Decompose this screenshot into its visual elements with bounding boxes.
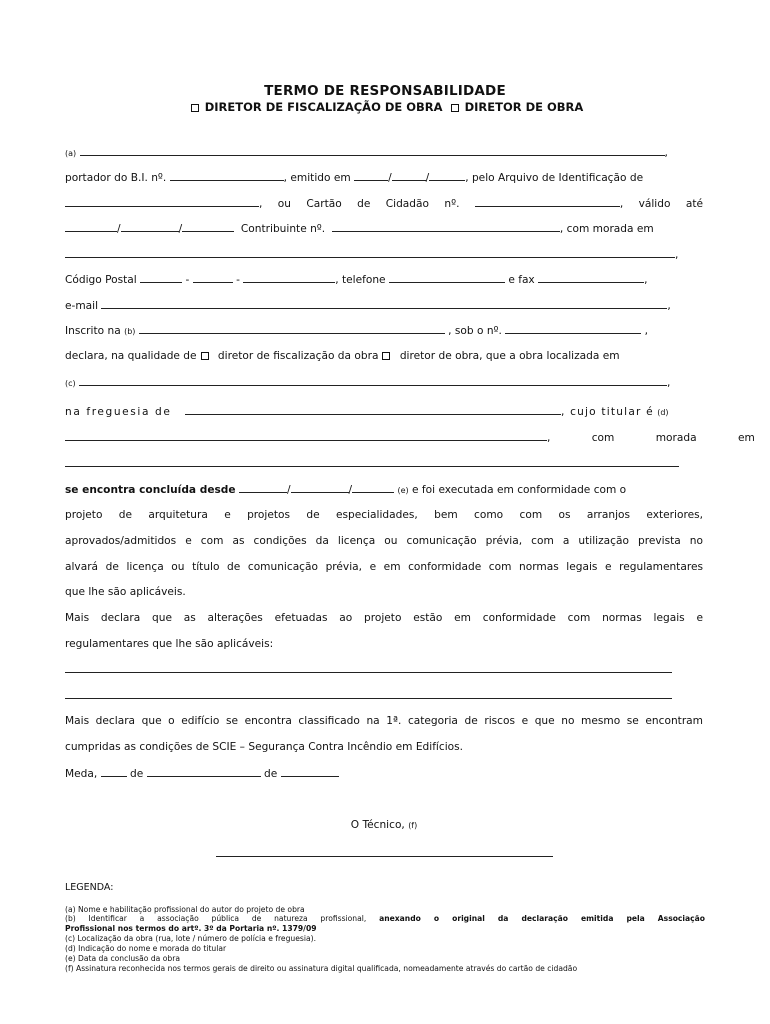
bi-number-field[interactable]	[170, 170, 284, 181]
line-email	[65, 298, 703, 313]
changes-field-1[interactable]	[65, 662, 672, 673]
issued-label: , emitido em	[283, 172, 351, 184]
member-number-field[interactable]	[505, 323, 641, 334]
paragraph-line: que lhe são aplicáveis.	[65, 586, 186, 598]
paragraph-line: projeto de arquitetura e projetos de especialidades, bem como com os arranjos exteriores,	[65, 509, 703, 521]
ref-e: (e)	[397, 486, 409, 495]
completion-day-field[interactable]	[239, 482, 287, 493]
owner-field[interactable]	[65, 430, 547, 441]
author-field[interactable]	[80, 145, 665, 156]
paragraph-line: Mais declara que o edifício se encontra classificado na 1ª. categoria de riscos e que no mesmo se encontram	[65, 715, 703, 727]
changes-field-2[interactable]	[65, 688, 672, 699]
fax-label: e fax	[508, 274, 535, 286]
comma: ,	[644, 274, 648, 286]
cc-label: , ou Cartão de Cidadão nº.	[259, 198, 460, 210]
fiscalizacao-inline-label: diretor de fiscalização da obra	[217, 350, 379, 362]
valid-month-field[interactable]	[121, 221, 179, 232]
line-location	[65, 375, 703, 391]
locality-field[interactable]	[243, 272, 335, 283]
line-address	[65, 247, 703, 262]
completion-year-field[interactable]	[352, 482, 394, 493]
line-bi	[65, 170, 703, 185]
signer-label: O Técnico,	[350, 819, 405, 831]
ref-f: (f)	[408, 821, 418, 830]
line-cc	[65, 196, 703, 211]
archive-label: , pelo Arquivo de Identificação de	[465, 172, 644, 184]
ref-a: (a)	[65, 149, 77, 158]
association-field[interactable]	[139, 323, 445, 334]
address-label: , com morada em	[559, 223, 654, 235]
postal-label: Código Postal	[65, 274, 137, 286]
legend-item-e: (e) Data da conclusão da obra	[65, 954, 180, 963]
date-day-field[interactable]	[101, 766, 127, 777]
declares-label: declara, na qualidade de	[65, 350, 197, 362]
paragraph-line: Mais declara que as alterações efetuadas ao projeto estão em conformidade com normas legais e	[65, 612, 703, 624]
changes-field-2-row	[65, 688, 703, 703]
option-diretor-label: DIRETOR DE OBRA	[464, 100, 584, 114]
phone-field[interactable]	[389, 272, 505, 283]
line-date	[65, 766, 703, 781]
checkbox-fiscalizacao-inline[interactable]	[201, 352, 209, 360]
de-label: de	[264, 768, 278, 780]
nif-label: Contribuinte nº.	[240, 223, 326, 235]
valid-label: , válido até	[619, 198, 704, 210]
signature-line[interactable]	[216, 856, 553, 857]
conformity-text: e foi executada em conformidade com o	[412, 484, 627, 496]
ref-b: (b)	[124, 327, 136, 336]
line-author	[65, 145, 703, 161]
address-field[interactable]	[65, 247, 675, 258]
paragraph-line: cumpridas as condições de SCIE – Segurança Contra Incêndio em Edifícios.	[65, 741, 464, 753]
comma: ,	[664, 147, 668, 159]
legend-item-c: (c) Localização da obra (rua, lote / número de polícia e freguesia).	[65, 934, 316, 943]
line-completed	[65, 482, 703, 498]
email-field[interactable]	[101, 298, 667, 309]
comma: ,	[644, 325, 649, 337]
postal-code-1-field[interactable]	[140, 272, 182, 283]
document-title: TERMO DE RESPONSABILIDADE	[264, 83, 506, 99]
email-label: e-mail	[65, 300, 99, 312]
line-owner-address	[65, 456, 703, 471]
date-month-field[interactable]	[147, 766, 261, 777]
issued-month-field[interactable]	[392, 170, 426, 181]
issued-day-field[interactable]	[354, 170, 388, 181]
dash: -	[236, 274, 240, 286]
legend-b-text: (b) Identificar a associação pública de natureza profissional,	[65, 914, 367, 923]
role-options	[0, 100, 770, 114]
postal-code-2-field[interactable]	[193, 272, 233, 283]
owner-address-field[interactable]	[65, 456, 679, 467]
legend-item-d: (d) Indicação do nome e morada do titular	[65, 944, 227, 953]
nif-field[interactable]	[332, 221, 560, 232]
option-fiscalizacao-label: DIRETOR DE FISCALIZAÇÃO DE OBRA	[204, 100, 443, 114]
location-field[interactable]	[79, 375, 667, 386]
line-owner	[65, 430, 755, 445]
comma: ,	[667, 300, 671, 312]
completed-label: se encontra concluída desde	[65, 484, 236, 496]
slash: /	[425, 172, 430, 184]
ref-c: (c)	[65, 379, 76, 388]
checkbox-diretor-inline[interactable]	[382, 352, 390, 360]
registered-label: Inscrito na	[65, 325, 121, 337]
fax-field[interactable]	[538, 272, 644, 283]
slash: /	[178, 223, 183, 235]
signer-row	[65, 818, 703, 833]
date-year-field[interactable]	[281, 766, 339, 777]
legend-b-bold: anexando o original da declaração emitida pela Associação	[379, 914, 705, 923]
line-contacts	[65, 272, 703, 287]
valid-day-field[interactable]	[65, 221, 117, 232]
paragraph-line: aprovados/admitidos e com as condições da licença ou comunicação prévia, com a utilização prevista no	[65, 535, 703, 547]
comma: ,	[667, 377, 671, 389]
legend-item-a: (a) Nome e habilitação profissional do autor do projeto de obra	[65, 905, 305, 914]
paragraph-line: regulamentares que lhe são aplicáveis:	[65, 638, 274, 650]
owner-address-label: , com morada em	[547, 432, 755, 444]
comma: ,	[675, 249, 679, 261]
bi-label: portador do B.I. nº.	[65, 172, 167, 184]
line-parish	[65, 404, 703, 420]
legend-item-b-cont: Profissional nos termos do artº. 3º da Portaria nº. 1379/09	[65, 924, 317, 933]
legend-item-b	[65, 914, 705, 924]
line-association	[65, 323, 703, 339]
ref-d: (d)	[657, 408, 669, 417]
slash: /	[286, 484, 291, 496]
checkbox-fiscalizacao[interactable]	[191, 104, 199, 112]
phone-label: , telefone	[335, 274, 386, 286]
slash: /	[388, 172, 392, 184]
place-label: Meda,	[65, 768, 98, 780]
parish-label: na freguesia de	[65, 406, 172, 418]
checkbox-diretor-obra[interactable]	[451, 104, 459, 112]
parish-field[interactable]	[185, 404, 561, 415]
de-label: de	[130, 768, 144, 780]
slash: /	[348, 484, 353, 496]
dash: -	[185, 274, 190, 286]
valid-year-field[interactable]	[182, 221, 234, 232]
completion-month-field[interactable]	[291, 482, 349, 493]
slash: /	[117, 223, 121, 235]
diretor-inline-label: diretor de obra, que a obra localizada em	[399, 350, 620, 362]
member-number-label: , sob o nº.	[448, 325, 502, 337]
changes-field-1-row	[65, 662, 703, 677]
line-nif	[65, 221, 703, 236]
owner-label: , cujo titular é	[560, 406, 654, 418]
archive-field[interactable]	[65, 196, 259, 207]
legend-item-f: (f) Assinatura reconhecida nos termos gerais de direito ou assinatura digital qualificada, nomeadamente através do cartão de cidadão	[65, 964, 578, 973]
legend-title: LEGENDA:	[65, 882, 114, 893]
paragraph-line: alvará de licença ou título de comunicação prévia, e em conformidade com normas legais e regulamentares	[65, 561, 703, 573]
issued-year-field[interactable]	[429, 170, 465, 181]
line-declares	[65, 349, 703, 363]
cc-number-field[interactable]	[475, 196, 620, 207]
